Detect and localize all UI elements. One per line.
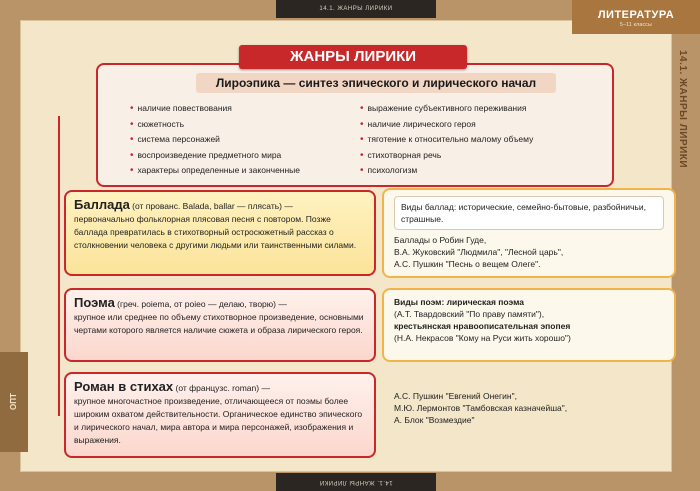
novel-etymology: (от французс. roman) — xyxy=(173,383,270,393)
list-item: • наличие лирического героя xyxy=(360,117,533,133)
brand-label xyxy=(572,0,700,34)
list-item: • стихотворная речь xyxy=(360,148,533,164)
poem-types2: крестьянская нравоописательная эпопея xyxy=(394,321,571,331)
side-title: 14.1. ЖАНРЫ ЛИРИКИ xyxy=(677,50,688,169)
ballad-example: Баллады о Робин Гуде, xyxy=(394,235,487,245)
main-title: ЖАНРЫ ЛИРИКИ xyxy=(239,45,467,69)
ballad-types: Виды баллад: исторические, семейно-бытовые, разбойничьи, страшные. xyxy=(394,196,664,230)
novel-example: А. Блок "Возмездие" xyxy=(394,415,475,425)
list-item: • выражение субъективного переживания xyxy=(360,101,533,117)
list-item: • психологизм xyxy=(360,163,533,179)
ballad-card xyxy=(64,190,376,276)
list-item: • воспроизведение предметного мира xyxy=(130,148,300,164)
novel-side xyxy=(382,382,676,446)
list-item: • характеры определенные и законченные xyxy=(130,163,300,179)
bottom-bar: 14.1. ЖАНРЫ ЛИРИКИ xyxy=(276,473,436,491)
ballad-example: А.С. Пушкин "Песнь о вещем Олеге". xyxy=(394,259,541,269)
novel-card xyxy=(64,372,376,458)
poem-example1: (А.Т. Твардовский "По праву памяти"), xyxy=(394,309,545,319)
connector-line xyxy=(58,116,60,416)
poem-types1: Виды поэм: лирическая поэма xyxy=(394,297,524,307)
novel-example: А.С. Пушкин "Евгений Онегин", xyxy=(394,391,517,401)
ballad-text: первоначально фольклорная плясовая песня с повтором. Позже баллада превратилась в стихотворный остросюжетный рассказ о столкновении человека с другими людьми или таинственными силами. xyxy=(74,214,357,250)
ballad-side xyxy=(382,188,676,278)
lyroepic-left-list xyxy=(130,101,300,179)
list-item: • тяготение к относительно малому объему xyxy=(360,132,533,148)
brand-subtitle: 5–11 классы xyxy=(620,22,652,28)
novel-example: М.Ю. Лермонтов "Тамбовская казначейша", xyxy=(394,403,568,413)
poem-example2: (Н.А. Некрасов "Кому на Руси жить хорошо") xyxy=(394,333,571,343)
poem-heading: Поэма xyxy=(74,295,115,310)
poem-card xyxy=(64,288,376,362)
novel-text: крупное многочастное произведение, отличающееся от поэмы более широким охватом действительности. Органическое единство эпического и лирического начал, мира автора и мира персонажей, изображения и выражения. xyxy=(74,396,363,445)
list-item: • сюжетность xyxy=(130,117,300,133)
list-item: • наличие повествования xyxy=(130,101,300,117)
lyroepic-right-list xyxy=(360,101,533,179)
brand-title: ЛИТЕРАТУРА xyxy=(597,9,675,21)
novel-heading: Роман в стихах xyxy=(74,379,174,394)
ballad-example: В.А. Жуковский "Людмила", "Лесной царь", xyxy=(394,247,564,257)
poem-text: крупное или среднее по объему стихотворное произведение, основными чертами которого является наличие сюжета и образа лирического героя. xyxy=(74,312,364,335)
poem-side xyxy=(382,288,676,362)
publisher-logo: ОПТ xyxy=(0,352,28,452)
poem-etymology: (греч. poiema, от poieo — делаю, творю) — xyxy=(114,299,287,309)
top-bar: 14.1. ЖАНРЫ ЛИРИКИ xyxy=(276,0,436,18)
ballad-etymology: (от прованс. Balada, ballar — плясать) — xyxy=(129,201,293,211)
lyroepic-block xyxy=(96,63,614,187)
list-item: • система персонажей xyxy=(130,132,300,148)
ballad-heading: Баллада xyxy=(74,197,130,212)
lyroepic-title: Лироэпика — синтез эпического и лирического начал xyxy=(196,73,556,93)
